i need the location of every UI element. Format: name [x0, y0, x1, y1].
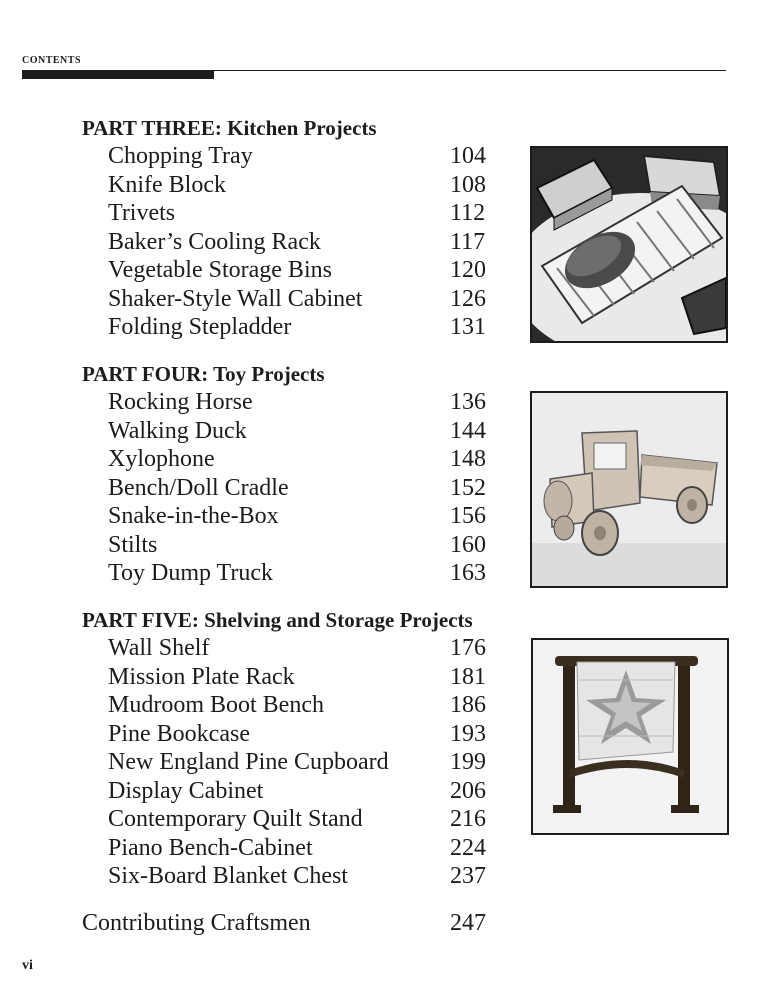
toc-entry[interactable]: [82, 720, 486, 749]
entry-title: Xylophone: [108, 446, 215, 472]
entry-title: New England Pine Cupboard: [108, 749, 389, 775]
toc-entry[interactable]: [82, 256, 486, 285]
entry-title: Walking Duck: [108, 417, 247, 444]
entry-page: 148: [450, 446, 486, 472]
entry-page: 181: [450, 663, 486, 690]
entry-title: Piano Bench-Cabinet: [108, 834, 313, 861]
entry-title: Knife Block: [108, 171, 226, 198]
header-rule-thin: [214, 70, 726, 71]
toy-truck-photo: [530, 391, 728, 588]
entry-title: Bench/Doll Cradle: [108, 474, 289, 501]
part-title: PART THREE: Kitchen Projects: [82, 116, 377, 140]
toc-entry[interactable]: [82, 228, 486, 257]
toc-entry[interactable]: [82, 834, 486, 863]
toc-entry[interactable]: [82, 805, 486, 834]
entry-page: 160: [450, 531, 486, 558]
toc-entry[interactable]: [82, 862, 486, 891]
entry-title: Baker’s Cooling Rack: [108, 228, 321, 255]
toc-entry[interactable]: [82, 388, 486, 417]
entry-page: 131: [450, 314, 486, 340]
entry-page: 104: [450, 143, 486, 169]
toc-entry[interactable]: [82, 285, 486, 314]
quilt-stand-photo: [531, 638, 729, 835]
toc-entry[interactable]: [82, 474, 486, 503]
entry-page: 176: [450, 635, 486, 661]
entry-title: Shaker-Style Wall Cabinet: [108, 285, 363, 312]
running-head: CONTENTS: [22, 55, 82, 66]
toc-entry[interactable]: [82, 417, 486, 446]
entry-title: Chopping Tray: [108, 143, 253, 169]
entry-page: 120: [450, 257, 486, 283]
toc-entry[interactable]: [82, 171, 486, 200]
toc-entry[interactable]: [82, 313, 486, 342]
entry-title: Folding Stepladder: [108, 314, 292, 340]
entry-page: 216: [450, 806, 486, 832]
entry-title: Rocking Horse: [108, 389, 253, 415]
toy-truck-illustration: [532, 393, 726, 586]
contributors-entry-title[interactable]: Contributing Craftsmen: [82, 910, 311, 936]
entry-page: 117: [450, 228, 486, 255]
toc-entry[interactable]: [82, 559, 486, 588]
entry-page: 152: [450, 474, 486, 501]
toc-entry[interactable]: [82, 199, 486, 228]
entry-page: 126: [450, 285, 486, 312]
toc-entry[interactable]: [82, 748, 486, 777]
toc-entry[interactable]: [82, 634, 486, 663]
entry-page: 237: [450, 863, 486, 889]
entry-page: 206: [450, 777, 486, 804]
part-title: PART FIVE: Shelving and Storage Projects: [82, 608, 473, 632]
entry-title: Six-Board Blanket Chest: [108, 863, 348, 889]
entry-page: 193: [450, 720, 486, 747]
toc-entry[interactable]: [82, 445, 486, 474]
entry-page: 156: [450, 503, 486, 529]
entry-title: Mission Plate Rack: [108, 663, 295, 690]
entry-page: 136: [450, 389, 486, 415]
cooling-rack-photo: [530, 146, 728, 343]
toc-entry[interactable]: [82, 531, 486, 560]
part-title: PART FOUR: Toy Projects: [82, 362, 325, 386]
entry-title: Contemporary Quilt Stand: [108, 806, 363, 832]
section-part-five: [82, 606, 486, 891]
entry-title: Stilts: [108, 531, 158, 558]
toc-entry[interactable]: [82, 691, 486, 720]
toc-entry[interactable]: [82, 142, 486, 171]
entry-title: Snake-in-the-Box: [108, 503, 279, 529]
toc-entry[interactable]: [82, 502, 486, 531]
toc-entry[interactable]: [82, 777, 486, 806]
entry-title: Vegetable Storage Bins: [108, 257, 332, 283]
section-part-four: [82, 360, 486, 588]
toc-entry[interactable]: [82, 663, 486, 692]
entry-title: Mudroom Boot Bench: [108, 692, 324, 718]
entry-page: 224: [450, 834, 486, 861]
quilt-stand-illustration: [533, 640, 727, 833]
entry-page: 108: [450, 171, 486, 198]
entry-page: 163: [450, 560, 486, 586]
page-folio: vi: [22, 958, 33, 973]
entry-page: 144: [450, 417, 486, 444]
entry-page: 199: [450, 749, 486, 775]
entry-title: Trivets: [108, 200, 176, 226]
header-rule-thick: [22, 70, 214, 79]
section-part-three: [82, 114, 486, 342]
contributors-entry-page: 247: [450, 910, 486, 936]
entry-title: Display Cabinet: [108, 777, 264, 804]
entry-title: Wall Shelf: [108, 635, 210, 661]
entry-title: Pine Bookcase: [108, 720, 250, 747]
entry-page: 112: [450, 200, 486, 226]
cooling-rack-illustration: [532, 148, 726, 341]
entry-page: 186: [450, 692, 486, 718]
entry-title: Toy Dump Truck: [108, 560, 274, 586]
